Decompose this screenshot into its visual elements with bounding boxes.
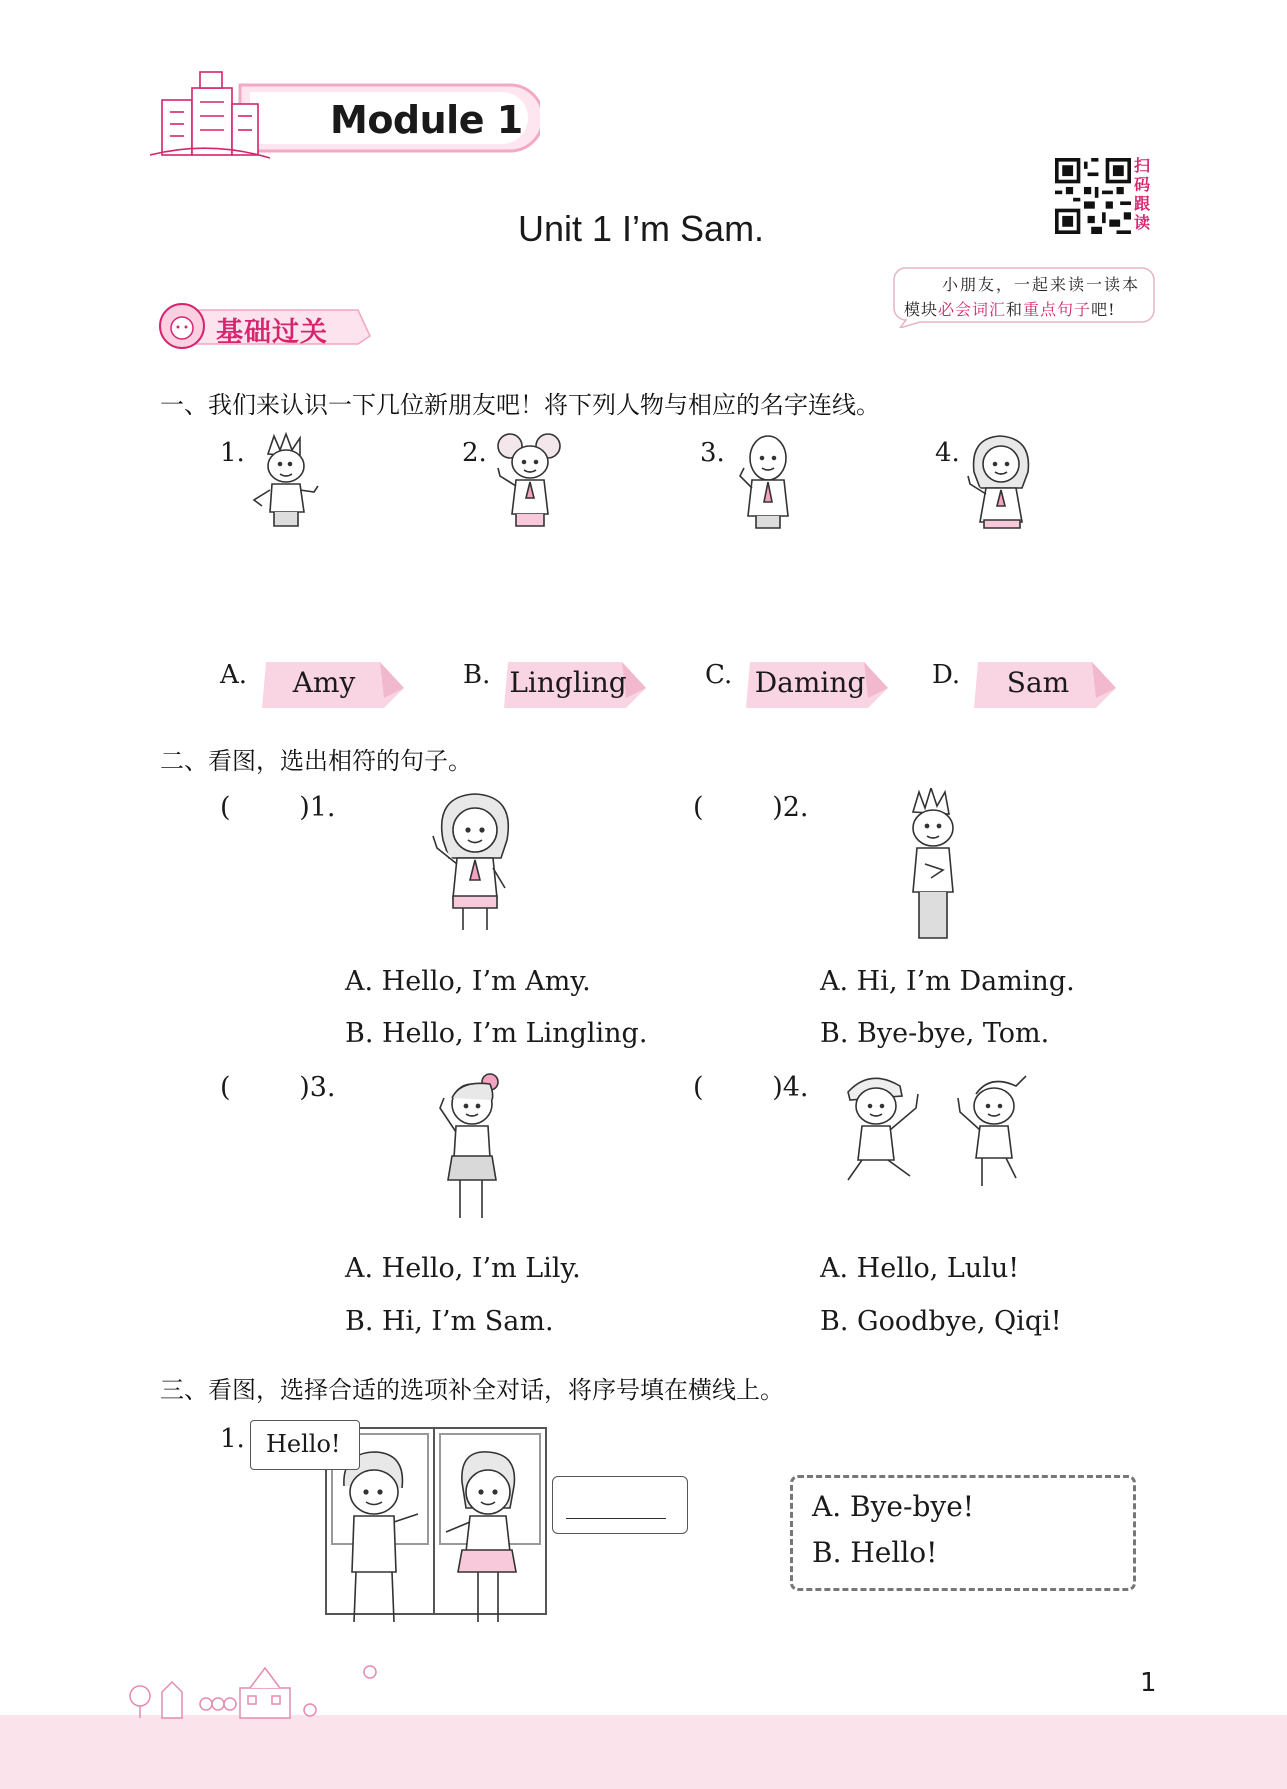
name-tag-sam[interactable]: Sam [1006, 666, 1070, 699]
option-text: B. Hi, I’m Sam. [345, 1306, 554, 1337]
section-badge-label: 基础过关 [216, 317, 328, 348]
answer-paren-1[interactable]: ( )1. [220, 792, 336, 823]
waving-girl-figure [425, 788, 525, 940]
name-tag-lingling[interactable]: Lingling [509, 666, 627, 699]
answer-paren-4[interactable]: ( )4. [693, 1072, 809, 1103]
name-tag-daming[interactable]: Daming [754, 666, 866, 699]
option-b: B. Hello! [812, 1536, 938, 1569]
qr-label: 扫码跟读 [1134, 156, 1151, 232]
answer-paren-2[interactable]: ( )2. [693, 792, 809, 823]
unit-title: Unit 1 I’m Sam. [518, 208, 765, 249]
q2-heading: 二、看图，选出相符的句子。 [160, 747, 472, 775]
tip-text-line1: 小朋友，一起来读一读本 [942, 275, 1141, 294]
q1-number: 2. [462, 438, 487, 468]
footer-town-decoration [120, 1648, 420, 1720]
module-title: Module 1 [330, 98, 523, 142]
answer-blank-line[interactable] [566, 1518, 666, 1519]
q1-number: 3. [700, 438, 725, 468]
name-tag-amy[interactable]: Amy [292, 666, 356, 699]
two-kids-waving-figure [840, 1068, 1040, 1198]
option-text: B. Goodbye, Qiqi! [820, 1306, 1062, 1337]
q3-number: 1. [220, 1424, 245, 1454]
bald-boy-figure [728, 432, 808, 530]
option-text: B. Bye-bye, Tom. [820, 1018, 1050, 1049]
qr-code-icon[interactable] [1055, 158, 1131, 234]
boy-character-figure [248, 432, 323, 530]
girl-long-hair-figure [960, 432, 1042, 532]
answer-paren-3[interactable]: ( )3. [220, 1072, 336, 1103]
option-text: A. Hello, Lulu! [820, 1253, 1020, 1284]
q3-heading: 三、看图，选择合适的选项补全对话，将序号填在横线上。 [160, 1376, 784, 1404]
footer-band [0, 1715, 1287, 1789]
q1-heading: 一、我们来认识一下几位新朋友吧！将下列人物与相应的名字连线。 [160, 391, 880, 419]
option-text: B. Hello, I’m Lingling. [345, 1018, 648, 1049]
page-number: 1 [1140, 1668, 1157, 1698]
option-text: A. Hi, I’m Daming. [820, 966, 1075, 997]
option-a: A. Bye-bye! [812, 1490, 975, 1523]
option-text: A. Hello, I’m Amy. [345, 966, 591, 997]
tag-letter: A. [220, 660, 248, 690]
ponytail-girl-figure [430, 1068, 515, 1230]
q1-number: 1. [220, 438, 245, 468]
tip-text-line2: 模块必会词汇和重点句子吧! [904, 300, 1116, 319]
girl-puff-hair-figure [490, 432, 570, 530]
option-text: A. Hello, I’m Lily. [345, 1253, 581, 1284]
speech-bubble-text: Hello! [266, 1430, 341, 1458]
speech-bubble-blank[interactable] [552, 1476, 688, 1534]
tag-letter: D. [932, 660, 961, 690]
tag-letter: C. [705, 660, 733, 690]
spiky-boy-figure [895, 788, 975, 948]
q1-number: 4. [935, 438, 960, 468]
tag-letter: B. [463, 660, 491, 690]
